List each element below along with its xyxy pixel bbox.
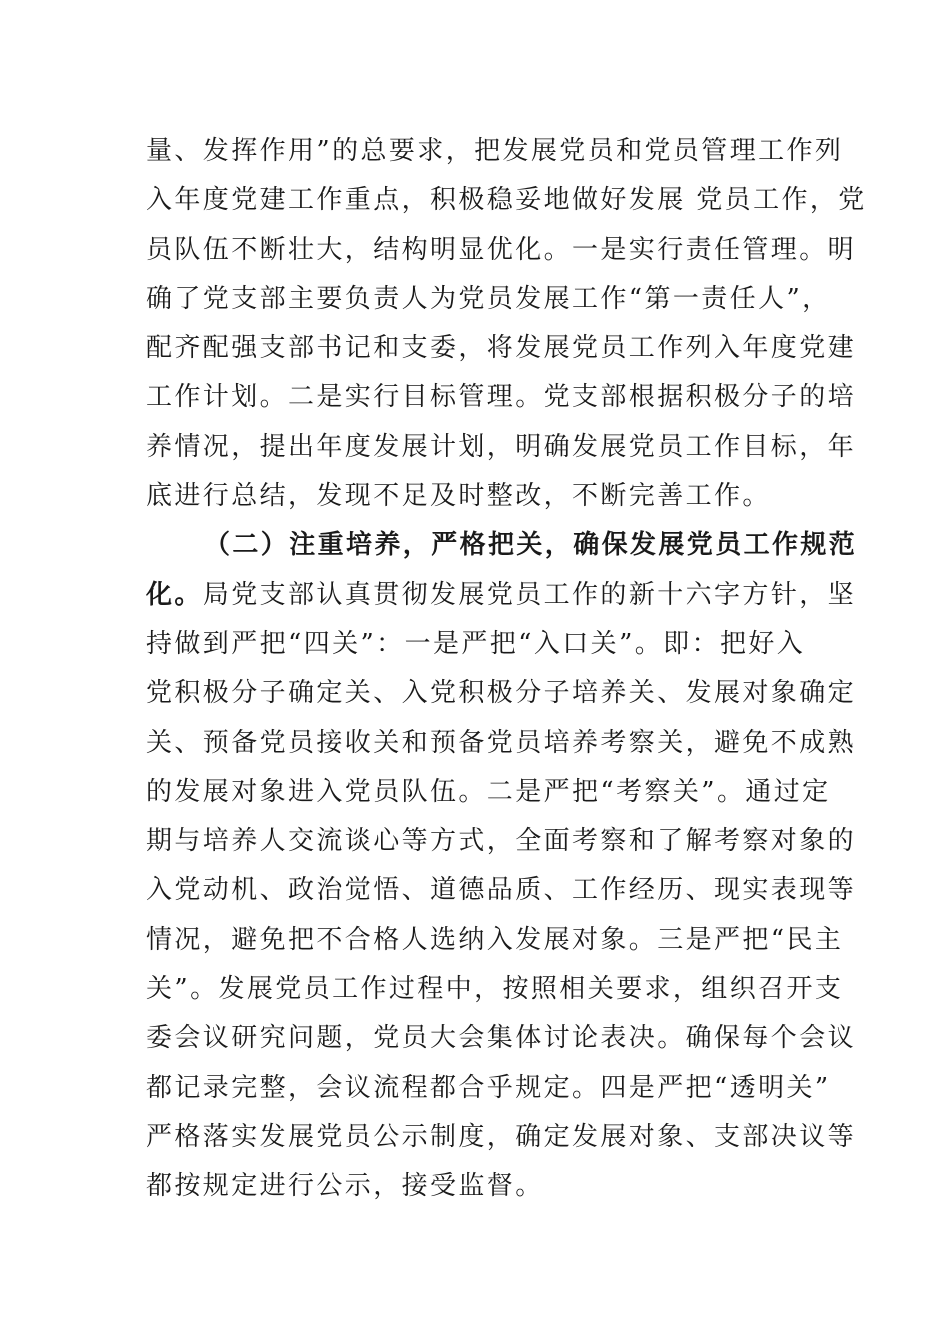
paragraph2-line-8: 情况，避免把不合格人选纳入发展对象。三是严把“民主 xyxy=(146,924,844,955)
paragraph1-line-7: 养情况，提出年度发展计划，明确发展党员工作目标，年 xyxy=(146,431,857,462)
paragraph2-line-5: 的发展对象进入党员队伍。二是严把“考察关”。通过定 xyxy=(146,776,831,807)
section-heading: （二）注重培养，严格把关，确保发展党员工作规范 xyxy=(204,530,858,561)
paragraph1-line-4: 确了党支部主要负责人为党员发展工作“第一责任人”， xyxy=(146,283,831,314)
paragraph1-line-3: 员队伍不断壮大，结构明显优化。一是实行责任管理。明 xyxy=(146,234,857,265)
paragraph2-line-9: 关”。发展党员工作过程中，按照相关要求，组织召开支 xyxy=(146,974,844,1005)
paragraph2-line-2: 持做到严把“四关”：一是严把“入口关”。即：把好入 xyxy=(146,628,806,659)
paragraph2-line-11: 都记录完整，会议流程都合乎规定。四是严把“透明关” xyxy=(146,1072,831,1103)
paragraph1-line-5: 配齐配强支部书记和支委，将发展党员工作列入年度党建 xyxy=(146,333,857,364)
paragraph2-line-13: 都按规定进行公示，接受监督。 xyxy=(146,1171,544,1202)
paragraph1-line-6: 工作计划。二是实行目标管理。党支部根据积极分子的培 xyxy=(146,382,857,413)
section-heading-end: 化。 xyxy=(146,579,203,610)
paragraph1-line-2: 入年度党建工作重点，积极稳妥地做好发展 党员工作，党 xyxy=(146,185,867,216)
paragraph2-line-6: 期与培养人交流谈心等方式，全面考察和了解考察对象的 xyxy=(146,826,857,857)
paragraph2-line-7: 入党动机、政治觉悟、道德品质、工作经历、现实表现等 xyxy=(146,875,857,906)
paragraph1-line-8: 底进行总结，发现不足及时整改，不断完善工作。 xyxy=(146,481,771,512)
body-text xyxy=(146,127,867,1212)
paragraph2-line-12: 严格落实发展党员公示制度，确定发展对象、支部决议等 xyxy=(146,1121,857,1152)
paragraph2-line-1-text: 局党支部认真贯彻发展党员工作的新十六字方针，坚 xyxy=(202,579,857,610)
paragraph2-line-10: 委会议研究问题，党员大会集体讨论表决。确保每个会议 xyxy=(146,1023,857,1054)
paragraph1-line-1: 量、发挥作用”的总要求，把发展党员和党员管理工作列 xyxy=(146,136,844,166)
paragraph2-line-4: 关、预备党员接收关和预备党员培养考察关，避免不成熟 xyxy=(146,727,857,758)
paragraph2-line-1 xyxy=(146,571,857,620)
paragraph2-line-3: 党积极分子确定关、入党积极分子培养关、发展对象确定 xyxy=(146,678,857,709)
